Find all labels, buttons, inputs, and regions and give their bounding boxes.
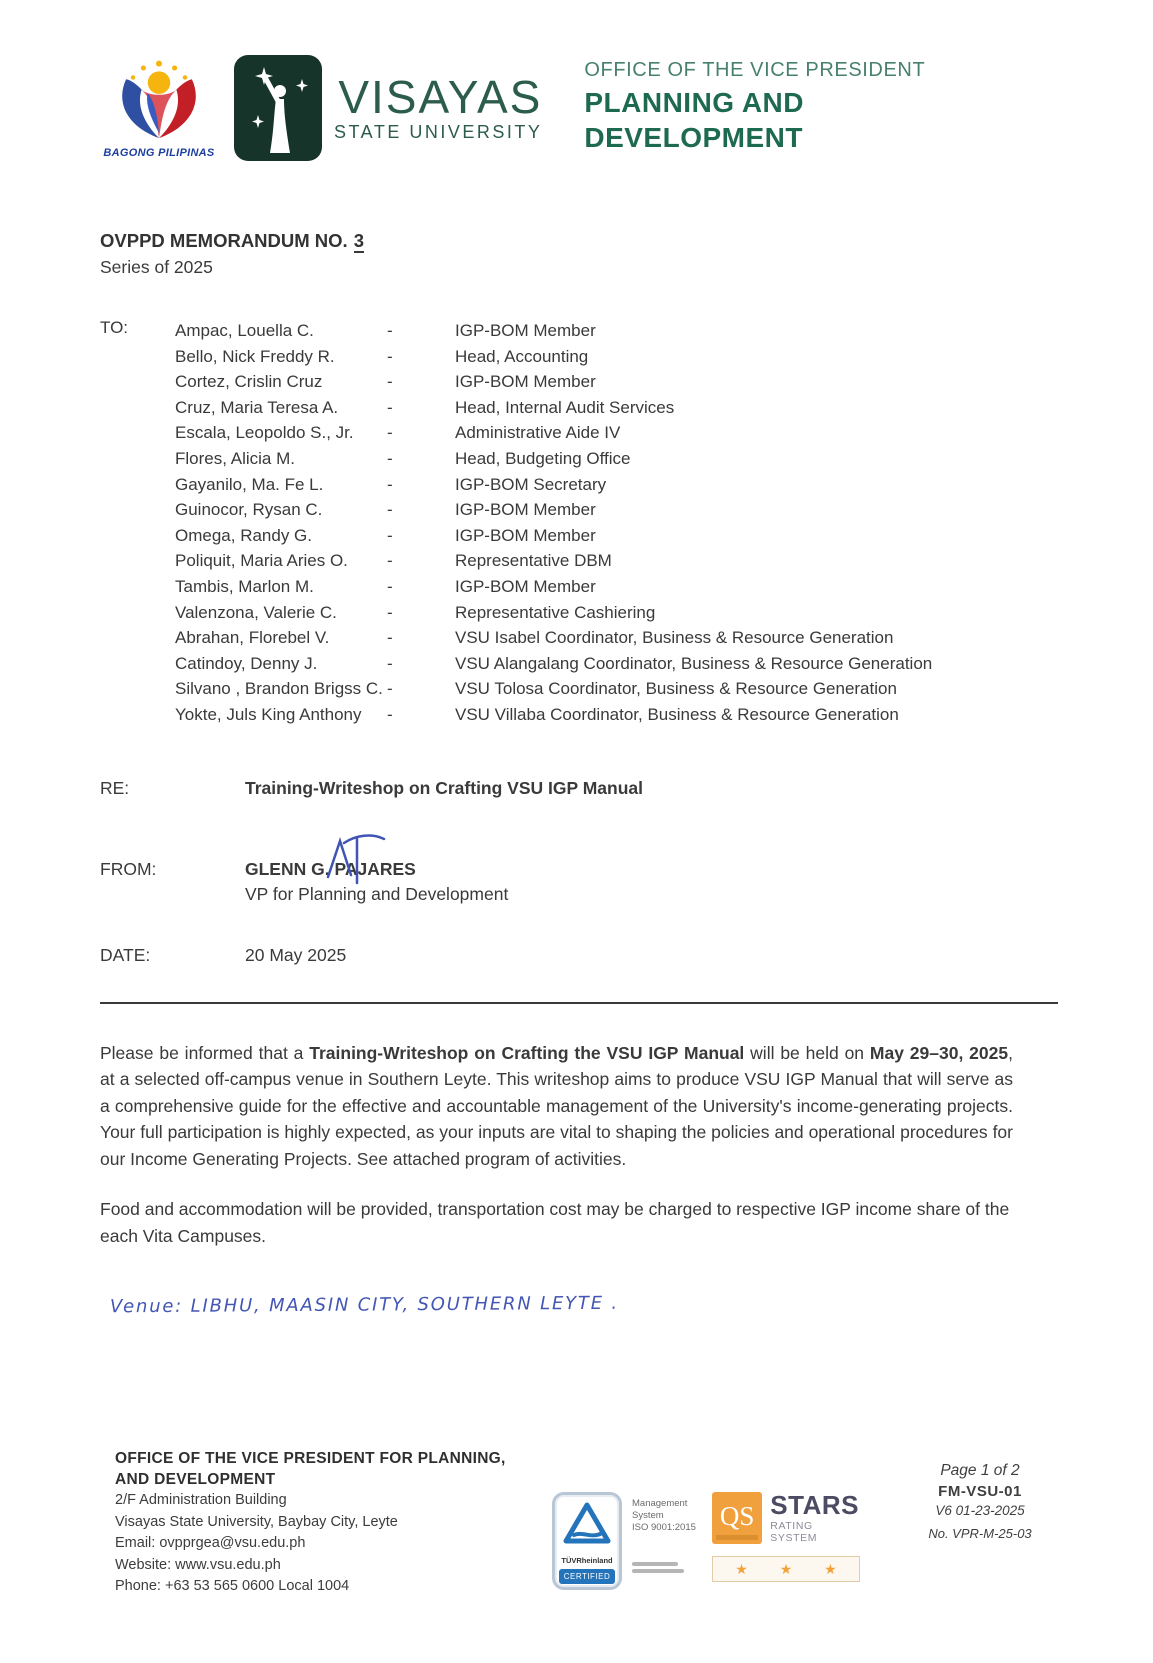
from-row [100,859,1058,905]
bagong-pilipinas-sun-icon [107,55,211,145]
handwritten-venue-note: Venue: LIBHU, MAASIN CITY, SOUTHERN LEYTE . [109,1292,619,1318]
recipient-row [175,472,932,498]
recipient-dash: - [387,397,393,417]
tuv-brand-text: TÜVRheinland [561,1556,613,1565]
university-name-line2: STATE UNIVERSITY [334,122,543,142]
letterhead [100,55,1058,166]
recipient-role: IGP-BOM Member [455,576,596,596]
footer-office-block [115,1448,545,1598]
recipient-role: Head, Budgeting Office [455,448,631,468]
qs-box-icon: QS [712,1492,762,1544]
recipient-dash: - [387,704,393,724]
office-title-block [584,55,925,155]
p1-seg5: , at a selected off-campus venue in Southern Leyte. This writeshop aims to produce VSU IGP Manual that will serve as a comprehensive guide for the effective and accountable management of the University's income-generating projects. Your full participation is highly expected, as your inputs are vital to shaping the policies and operational procedures for our Income Generating Projects. See attached program of activities. [100,1042,1013,1169]
recipient-row [175,369,932,395]
recipient-dash: - [387,346,393,366]
recipient-row [175,600,932,626]
tuv-iso-text [632,1492,696,1590]
to-label: TO: [100,318,129,337]
recipient-name: Flores, Alicia M. [175,448,295,468]
p1-seg1: Please be informed that a [100,1042,310,1063]
recipient-dash: - [387,551,393,571]
recipient-role: VSU Villaba Coordinator, Business & Resource Generation [455,704,899,724]
university-name-line1: VISAYAS [338,71,543,123]
tuv-badge-icon [552,1492,622,1590]
office-title-line3: DEVELOPMENT [584,122,803,153]
recipient-role: VSU Alangalang Coordinator, Business & Resource Generation [455,653,933,673]
recipient-row [175,420,932,446]
recipient-role: IGP-BOM Member [455,500,596,520]
recipient-name: Cortez, Crislin Cruz [175,372,323,392]
recipient-name: Silvano , Brandon Brigss C. [175,679,383,699]
bagong-pilipinas-logo [100,55,218,159]
from-name [245,859,416,880]
recipient-name: Tambis, Marlon M. [175,576,314,596]
recipient-role: IGP-BOM Member [455,525,596,545]
recipient-name: Abrahan, Florebel V. [175,628,330,648]
body-paragraph-1 [100,1040,1013,1173]
recipient-dash: - [387,679,393,699]
recipient-row [175,344,932,370]
bagong-pilipinas-label: BAGONG PILIPINAS [103,147,215,159]
recipient-role: Representative DBM [455,551,612,571]
recipient-dash: - [387,653,393,673]
recipient-dash: - [387,628,393,648]
recipient-list [175,318,932,728]
footer-website: Website: www.vsu.edu.ph [115,1556,281,1573]
recipient-row [175,318,932,344]
form-version: V6 01-23-2025 [935,1503,1025,1518]
office-title-line2: PLANNING AND [584,87,804,118]
memo-number: 3 [353,230,364,251]
page-info-block [880,1462,1080,1541]
qs-subtitle: RATING SYSTEM [770,1520,818,1544]
memo-reference-number: No. VPR-M-25-03 [928,1526,1032,1541]
recipient-name: Catindoy, Denny J. [175,653,318,673]
recipient-dash: - [387,474,393,494]
recipient-row [175,497,932,523]
divider-rule [100,1002,1058,1004]
recipient-dash: - [387,448,393,468]
recipient-name: Ampac, Louella C. [175,321,314,340]
recipient-role: VSU Isabel Coordinator, Business & Resource Generation [455,628,894,648]
footer-phone: Phone: +63 53 565 0600 Local 1004 [115,1578,350,1594]
recipient-role: IGP-BOM Member [455,372,596,392]
re-subject: Training-Writeshop on Crafting VSU IGP Manual [245,777,643,798]
recipient-name: Escala, Leopoldo S., Jr. [175,423,354,443]
office-title-line1: OFFICE OF THE VICE PRESIDENT [584,59,926,81]
tuv-fineprint [632,1562,696,1573]
recipient-role: VSU Tolosa Coordinator, Business & Resource Generation [455,679,897,699]
recipient-dash: - [387,321,393,340]
p1-seg3: will be held on [744,1042,870,1063]
memo-title-prefix: OVPPD MEMORANDUM NO. [100,230,348,251]
recipient-row [175,523,932,549]
tuv-text-line3: ISO 9001:2015 [632,1522,696,1533]
recipient-role: Representative Cashiering [455,602,656,622]
to-block [100,318,1058,728]
from-value [245,859,508,905]
tuv-certified-band: CERTIFIED [559,1569,615,1584]
recipient-row [175,625,932,651]
from-label: FROM: [100,858,157,879]
qs-stars-strip: ★ ★ ★ [712,1556,860,1582]
recipient-role: IGP-BOM Secretary [455,474,607,494]
tuv-text-line2: System [632,1510,664,1521]
recipient-dash: - [387,525,393,545]
re-label: RE: [100,777,130,798]
recipient-role: IGP-BOM Member [455,321,596,340]
recipient-name: Omega, Randy G. [175,525,313,545]
footer-office-name-line1: OFFICE OF THE VICE PRESIDENT FOR PLANNING, [115,1450,506,1467]
from-title: VP for Planning and Development [245,883,509,904]
date-value: 20 May 2025 [245,944,347,965]
recipient-row [175,651,932,677]
footer-email: Email: ovpprgea@vsu.edu.ph [115,1535,306,1551]
date-label: DATE: [100,944,151,965]
vsu-statue-icon [234,55,322,161]
from-name-text: GLENN G. PAJARES [245,858,416,879]
memo-title [100,230,1058,252]
qs-words [770,1492,860,1544]
recipient-row [175,702,932,728]
tuv-text-line1: Management [632,1498,688,1509]
recipient-name: Bello, Nick Freddy R. [175,346,335,366]
university-name [334,73,542,143]
footer-address-line2: Visayas State University, Baybay City, Leyte [115,1513,398,1530]
recipient-name: Poliquit, Maria Aries O. [175,551,348,571]
form-code: FM-VSU-01 [938,1483,1022,1500]
recipient-dash: - [387,602,393,622]
recipient-dash: - [387,423,393,443]
recipient-dash: - [387,576,393,596]
recipient-role: Head, Internal Audit Services [455,397,675,417]
footer-office-name-line2: AND DEVELOPMENT [115,1471,276,1488]
memo-series: Series of 2025 [100,257,213,277]
qs-title: STARS [770,1490,859,1520]
recipient-dash: - [387,372,393,392]
recipient-name: Yokte, Juls King Anthony [175,704,362,724]
re-row [100,778,1058,799]
recipient-role: Administrative Aide IV [455,423,621,443]
recipient-name: Valenzona, Valerie C. [175,602,337,622]
tuv-fineprint-bar [632,1569,684,1573]
qs-logo-row [712,1492,860,1544]
qs-stars-logo [712,1492,860,1582]
p1-seg4-bold: May 29–30, 2025 [869,1042,1009,1063]
recipient-dash: - [387,500,393,520]
page-number: Page 1 of 2 [940,1462,1020,1479]
date-row [100,945,1058,966]
recipient-role: Head, Accounting [455,346,589,366]
vsu-seal-logo [234,55,322,166]
recipient-row [175,395,932,421]
recipient-row [175,446,932,472]
tuv-fineprint-bar [632,1562,678,1566]
recipient-name: Gayanilo, Ma. Fe L. [175,474,324,494]
recipient-row [175,574,932,600]
recipient-name: Guinocor, Rysan C. [175,500,323,520]
recipient-row [175,676,932,702]
recipient-row [175,548,932,574]
p1-seg2-bold: Training-Writeshop on Crafting the VSU IGP Manual [309,1042,745,1063]
body-paragraph-2: Food and accommodation will be provided, transportation cost may be charged to respective IGP income share of the each Vita Campuses. [100,1199,1010,1246]
recipient-name: Cruz, Maria Teresa A. [175,397,339,417]
tuv-certification-logo [552,1492,696,1590]
footer-address-line1: 2/F Administration Building [115,1492,287,1508]
tuv-triangle-icon [558,1501,616,1549]
